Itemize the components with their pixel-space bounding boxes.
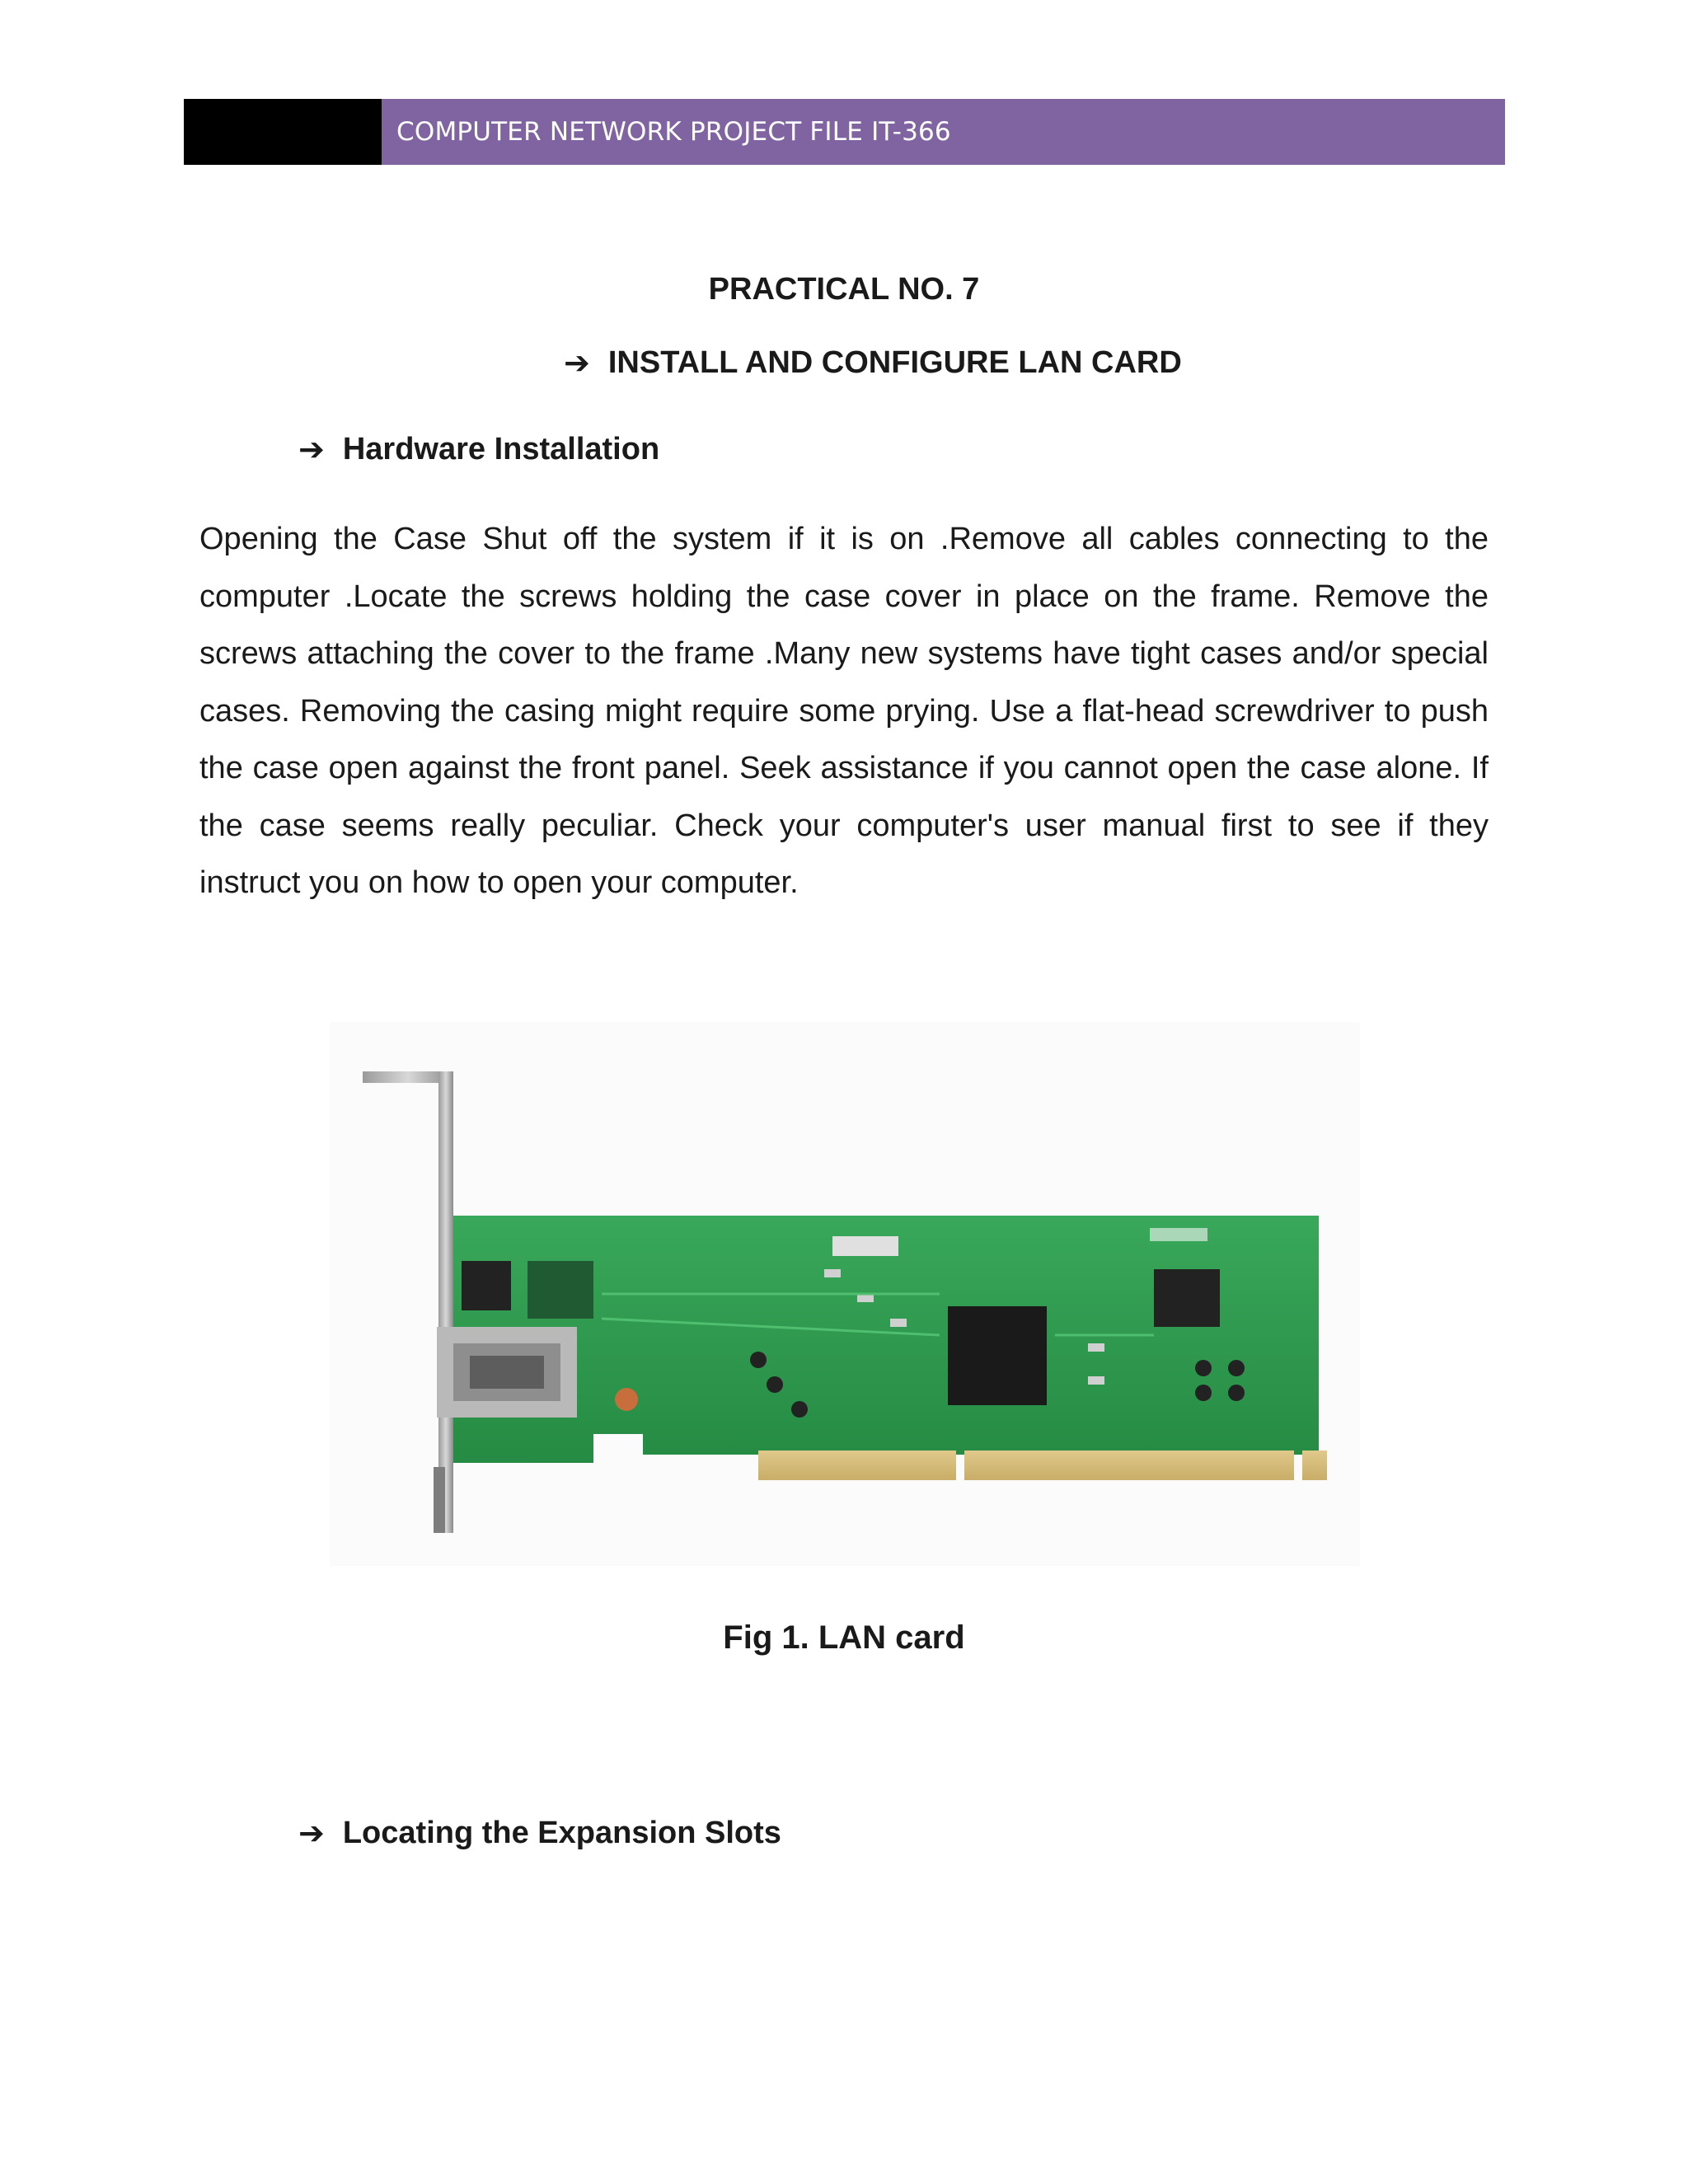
lan-card-image	[330, 1022, 1360, 1566]
lan-card-figure	[330, 1022, 1360, 1566]
arrow-right-icon: ➔	[564, 344, 590, 381]
arrow-right-icon: ➔	[298, 1815, 325, 1851]
controller-chip	[948, 1306, 1047, 1405]
arrow-right-icon: ➔	[298, 431, 325, 467]
header-purple-bar	[382, 99, 1505, 165]
figure-caption: Fig 1. LAN card	[723, 1619, 965, 1656]
page-header	[184, 99, 1505, 165]
header-title: COMPUTER NETWORK PROJECT FILE IT-366	[396, 117, 951, 147]
main-heading	[564, 344, 1182, 381]
expansion-slots-heading-text: Locating the Expansion Slots	[342, 1815, 781, 1850]
hardware-installation-heading-text: Hardware Installation	[342, 431, 660, 466]
hardware-installation-heading	[298, 431, 659, 467]
practical-title: PRACTICAL NO. 7	[708, 272, 980, 307]
header-black-block	[184, 99, 382, 165]
expansion-slots-heading	[298, 1815, 781, 1851]
gold-contacts	[758, 1451, 956, 1480]
main-heading-text: INSTALL AND CONFIGURE LAN CARD	[607, 344, 1182, 380]
hardware-installation-paragraph: Opening the Case Shut off the system if it is on .Remove all cables connecting to the computer .Locate the screws holding the case cover in place on the frame. Remove the screws attaching the cover to the frame .Many new systems have tight cases and/or special cases. Removing the casing might require some prying. Use a flat-head screwdriver to push the case open against the front panel. Seek assistance if you cannot open the case alone. If the case seems really peculiar. Check your computer's user manual first to see if they instruct you on how to open your computer.	[199, 522, 1489, 900]
